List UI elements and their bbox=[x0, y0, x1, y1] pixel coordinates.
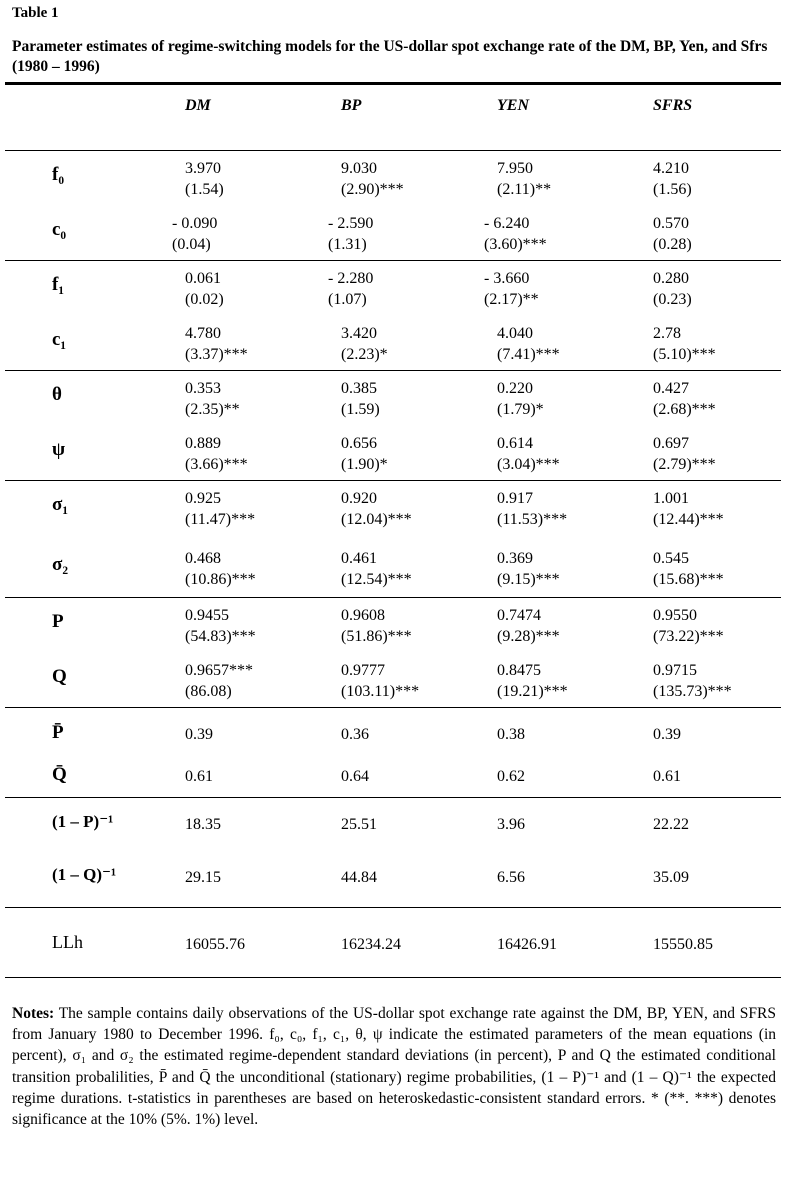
t-statistic: (5.10)*** bbox=[653, 346, 716, 363]
cell-c0-bp bbox=[328, 213, 373, 255]
row-label-q: Q bbox=[52, 666, 67, 687]
estimate-value: 7.950 bbox=[497, 160, 533, 177]
cell-c1-dm bbox=[185, 323, 248, 365]
cell-f1-sfrs bbox=[653, 268, 692, 310]
cell-p-bar-sfrs bbox=[653, 724, 681, 745]
t-statistic: (11.47)*** bbox=[185, 511, 256, 528]
group-divider bbox=[5, 907, 781, 908]
estimate-value: 0.697 bbox=[653, 435, 689, 452]
estimate-value: 4.780 bbox=[185, 325, 221, 342]
t-statistic: (10.86)*** bbox=[185, 571, 256, 588]
cell-sigma2-dm bbox=[185, 548, 256, 590]
estimate-value: 0.925 bbox=[185, 490, 221, 507]
estimate-value: 0.9455 bbox=[185, 607, 229, 624]
cell-f1-bp bbox=[328, 268, 373, 310]
t-statistic: (2.79)*** bbox=[653, 456, 716, 473]
header-rule bbox=[5, 150, 781, 151]
estimate-value: - 3.660 bbox=[484, 270, 530, 287]
cell-f1-dm bbox=[185, 268, 224, 310]
cell-theta-sfrs bbox=[653, 378, 716, 420]
t-statistic: (2.23)* bbox=[341, 346, 388, 363]
t-statistic: (19.21)*** bbox=[497, 683, 568, 700]
cell-psi-yen bbox=[497, 433, 560, 475]
t-statistic: (1.56) bbox=[653, 181, 692, 198]
cell-llh-dm bbox=[185, 934, 245, 955]
estimate-value: 0.545 bbox=[653, 550, 689, 567]
cell-f0-bp bbox=[341, 158, 404, 200]
estimate-value: 0.427 bbox=[653, 380, 689, 397]
estimate-value: 2.78 bbox=[653, 325, 681, 342]
cell-c1-yen bbox=[497, 323, 560, 365]
cell-sigma2-yen bbox=[497, 548, 560, 590]
estimate-value: 0.917 bbox=[497, 490, 533, 507]
estimate-value: 16426.91 bbox=[497, 936, 557, 953]
table-notes bbox=[12, 1003, 776, 1130]
estimate-value: 0.061 bbox=[185, 270, 221, 287]
t-statistic: (2.90)*** bbox=[341, 181, 404, 198]
group-divider bbox=[5, 707, 781, 708]
row-label-q-bar: Q̄ bbox=[52, 764, 67, 785]
column-header-bp: BP bbox=[341, 97, 362, 114]
cell-theta-yen bbox=[497, 378, 544, 420]
group-divider bbox=[5, 797, 781, 798]
cell-p-bar-yen bbox=[497, 724, 525, 745]
estimate-value: 29.15 bbox=[185, 869, 221, 886]
estimate-value: 4.040 bbox=[497, 325, 533, 342]
cell-f0-yen bbox=[497, 158, 551, 200]
estimate-value: 0.38 bbox=[497, 726, 525, 743]
t-statistic: (86.08) bbox=[185, 683, 232, 700]
cell-inv-1-minus-q-sfrs bbox=[653, 867, 689, 888]
cell-psi-dm bbox=[185, 433, 248, 475]
cell-theta-dm bbox=[185, 378, 240, 420]
estimate-value: 0.614 bbox=[497, 435, 533, 452]
estimate-value: 4.210 bbox=[653, 160, 689, 177]
cell-sigma1-yen bbox=[497, 488, 567, 530]
estimate-value: 0.7474 bbox=[497, 607, 541, 624]
t-statistic: (2.35)** bbox=[185, 401, 240, 418]
notes-text: The sample contains daily observations of the US-dollar spot exchange rate against the DM, BP, YEN, and SFRS from January 1980 to December 1996. f₀, c₀, f₁, c₁, θ, ψ indicate the estimated parameters of the mean equations (in percent), σ₁ and σ₂ the estimated regime-dependent standard deviations (in percent), P and Q the estimated conditional transition probalilities, P̄ and Q̄ the unconditional (stationary) regime probabilities, (1 – P)⁻¹ and (1 – Q)⁻¹ the expected regime durations. t-statistics in parentheses are based on heteroskedastic-consistent standard errors. * (**. ***) denotes significance at the 10% (5%. 1%) level. bbox=[12, 1005, 776, 1129]
row-label-inv-1-minus-q: (1 – Q)⁻¹ bbox=[52, 865, 117, 884]
t-statistic: (1.90)* bbox=[341, 456, 388, 473]
t-statistic: (3.04)*** bbox=[497, 456, 560, 473]
estimate-value: 16055.76 bbox=[185, 936, 245, 953]
estimate-value: 0.61 bbox=[185, 768, 213, 785]
estimate-value: 25.51 bbox=[341, 816, 377, 833]
bottom-rule bbox=[5, 977, 781, 978]
column-header-dm: DM bbox=[185, 97, 211, 114]
cell-inv-1-minus-q-dm bbox=[185, 867, 221, 888]
cell-c0-dm bbox=[172, 213, 217, 255]
cell-q-bar-bp bbox=[341, 766, 369, 787]
group-divider bbox=[5, 480, 781, 481]
estimate-value: 0.570 bbox=[653, 215, 689, 232]
t-statistic: (12.44)*** bbox=[653, 511, 724, 528]
cell-sigma1-bp bbox=[341, 488, 412, 530]
t-statistic: (54.83)*** bbox=[185, 628, 256, 645]
estimate-value: 18.35 bbox=[185, 816, 221, 833]
cell-q-sfrs bbox=[653, 660, 732, 702]
row-label-f1: f₁ bbox=[52, 274, 65, 295]
cell-q-bp bbox=[341, 660, 419, 702]
estimate-value: 15550.85 bbox=[653, 936, 713, 953]
t-statistic: (1.59) bbox=[341, 401, 380, 418]
t-statistic: (3.60)*** bbox=[484, 236, 547, 253]
cell-f0-dm bbox=[185, 158, 224, 200]
t-statistic: (9.15)*** bbox=[497, 571, 560, 588]
estimate-value: 35.09 bbox=[653, 869, 689, 886]
estimate-value: 0.64 bbox=[341, 768, 369, 785]
estimate-value: 6.56 bbox=[497, 869, 525, 886]
t-statistic: (12.54)*** bbox=[341, 571, 412, 588]
t-statistic: (135.73)*** bbox=[653, 683, 732, 700]
t-statistic: (12.04)*** bbox=[341, 511, 412, 528]
estimate-value: 0.9715 bbox=[653, 662, 697, 679]
estimate-value: 9.030 bbox=[341, 160, 377, 177]
cell-inv-1-minus-p-sfrs bbox=[653, 814, 689, 835]
t-statistic: (0.28) bbox=[653, 236, 692, 253]
estimate-value: 0.468 bbox=[185, 550, 221, 567]
t-statistic: (51.86)*** bbox=[341, 628, 412, 645]
t-statistic: (2.17)** bbox=[484, 291, 539, 308]
cell-q-bar-sfrs bbox=[653, 766, 681, 787]
t-statistic: (1.07) bbox=[328, 291, 367, 308]
estimate-value: 0.9657*** bbox=[185, 662, 253, 679]
estimate-value: - 2.280 bbox=[328, 270, 374, 287]
t-statistic: (7.41)*** bbox=[497, 346, 560, 363]
t-statistic: (103.11)*** bbox=[341, 683, 420, 700]
t-statistic: (73.22)*** bbox=[653, 628, 724, 645]
cell-q-bar-dm bbox=[185, 766, 213, 787]
cell-sigma2-bp bbox=[341, 548, 412, 590]
row-label-sigma1: σ₁ bbox=[52, 494, 69, 515]
estimate-value: 0.220 bbox=[497, 380, 533, 397]
cell-p-bp bbox=[341, 605, 412, 647]
cell-inv-1-minus-p-bp bbox=[341, 814, 377, 835]
table-title: Parameter estimates of regime-switching models for the US-dollar spot exchange rate of the DM, BP, Yen, and Sfrs (1980 – 1996) bbox=[12, 38, 768, 75]
estimate-value: 0.656 bbox=[341, 435, 377, 452]
t-statistic: (0.23) bbox=[653, 291, 692, 308]
estimate-value: 44.84 bbox=[341, 869, 377, 886]
row-label-llh: LLh bbox=[52, 932, 83, 952]
group-divider bbox=[5, 370, 781, 371]
cell-p-sfrs bbox=[653, 605, 724, 647]
cell-psi-bp bbox=[341, 433, 388, 475]
row-label-c0: c₀ bbox=[52, 219, 67, 240]
cell-sigma1-sfrs bbox=[653, 488, 724, 530]
t-statistic: (11.53)*** bbox=[497, 511, 568, 528]
estimate-value: 0.9777 bbox=[341, 662, 385, 679]
cell-inv-1-minus-q-bp bbox=[341, 867, 377, 888]
t-statistic: (3.37)*** bbox=[185, 346, 248, 363]
estimate-value: - 0.090 bbox=[172, 215, 218, 232]
cell-f1-yen bbox=[484, 268, 539, 310]
estimate-value: 0.369 bbox=[497, 550, 533, 567]
estimate-value: 16234.24 bbox=[341, 936, 401, 953]
t-statistic: (3.66)*** bbox=[185, 456, 248, 473]
estimate-value: 0.39 bbox=[185, 726, 213, 743]
estimate-value: 3.970 bbox=[185, 160, 221, 177]
estimate-value: 0.353 bbox=[185, 380, 221, 397]
estimate-value: 0.461 bbox=[341, 550, 377, 567]
cell-q-bar-yen bbox=[497, 766, 525, 787]
row-label-sigma2: σ₂ bbox=[52, 554, 69, 575]
estimate-value: 0.36 bbox=[341, 726, 369, 743]
cell-inv-1-minus-p-dm bbox=[185, 814, 221, 835]
estimate-value: 0.61 bbox=[653, 768, 681, 785]
t-statistic: (1.31) bbox=[328, 236, 367, 253]
cell-p-bar-bp bbox=[341, 724, 369, 745]
cell-p-yen bbox=[497, 605, 560, 647]
row-label-c1: c₁ bbox=[52, 329, 67, 350]
group-divider bbox=[5, 260, 781, 261]
estimate-value: 0.920 bbox=[341, 490, 377, 507]
row-label-inv-1-minus-p: (1 – P)⁻¹ bbox=[52, 812, 114, 831]
t-statistic: (0.04) bbox=[172, 236, 211, 253]
cell-inv-1-minus-p-yen bbox=[497, 814, 525, 835]
cell-q-yen bbox=[497, 660, 568, 702]
column-header-yen: YEN bbox=[497, 97, 529, 114]
estimate-value: - 2.590 bbox=[328, 215, 374, 232]
cell-c1-sfrs bbox=[653, 323, 716, 365]
cell-theta-bp bbox=[341, 378, 380, 420]
t-statistic: (2.11)** bbox=[497, 181, 552, 198]
column-header-sfrs: SFRS bbox=[653, 97, 693, 114]
cell-c1-bp bbox=[341, 323, 388, 365]
row-label-f0: f₀ bbox=[52, 164, 65, 185]
cell-sigma1-dm bbox=[185, 488, 255, 530]
cell-p-bar-dm bbox=[185, 724, 213, 745]
top-rule bbox=[5, 82, 781, 85]
cell-q-dm bbox=[185, 660, 253, 702]
estimate-value: 0.9608 bbox=[341, 607, 385, 624]
t-statistic: (0.02) bbox=[185, 291, 224, 308]
cell-p-dm bbox=[185, 605, 256, 647]
estimate-value: 0.889 bbox=[185, 435, 221, 452]
estimate-value: 1.001 bbox=[653, 490, 689, 507]
estimate-value: 0.8475 bbox=[497, 662, 541, 679]
cell-llh-yen bbox=[497, 934, 557, 955]
estimate-value: - 6.240 bbox=[484, 215, 530, 232]
t-statistic: (1.54) bbox=[185, 181, 224, 198]
estimate-value: 3.96 bbox=[497, 816, 525, 833]
estimate-value: 0.62 bbox=[497, 768, 525, 785]
row-label-p-bar: P̄ bbox=[52, 722, 64, 743]
row-label-theta: θ bbox=[52, 384, 62, 405]
t-statistic: (15.68)*** bbox=[653, 571, 724, 588]
estimate-value: 0.39 bbox=[653, 726, 681, 743]
cell-c0-sfrs bbox=[653, 213, 692, 255]
group-divider bbox=[5, 597, 781, 598]
t-statistic: (9.28)*** bbox=[497, 628, 560, 645]
estimate-value: 3.420 bbox=[341, 325, 377, 342]
cell-llh-bp bbox=[341, 934, 401, 955]
estimate-value: 0.385 bbox=[341, 380, 377, 397]
cell-sigma2-sfrs bbox=[653, 548, 724, 590]
row-label-psi: ψ bbox=[52, 439, 66, 460]
cell-f0-sfrs bbox=[653, 158, 692, 200]
cell-c0-yen bbox=[484, 213, 547, 255]
cell-llh-sfrs bbox=[653, 934, 713, 955]
t-statistic: (1.79)* bbox=[497, 401, 544, 418]
estimate-value: 0.9550 bbox=[653, 607, 697, 624]
table-label: Table 1 bbox=[12, 5, 59, 21]
estimate-value: 22.22 bbox=[653, 816, 689, 833]
estimate-value: 0.280 bbox=[653, 270, 689, 287]
t-statistic: (2.68)*** bbox=[653, 401, 716, 418]
row-label-p: P bbox=[52, 611, 64, 632]
cell-psi-sfrs bbox=[653, 433, 716, 475]
cell-inv-1-minus-q-yen bbox=[497, 867, 525, 888]
notes-label: Notes: bbox=[12, 1005, 55, 1022]
